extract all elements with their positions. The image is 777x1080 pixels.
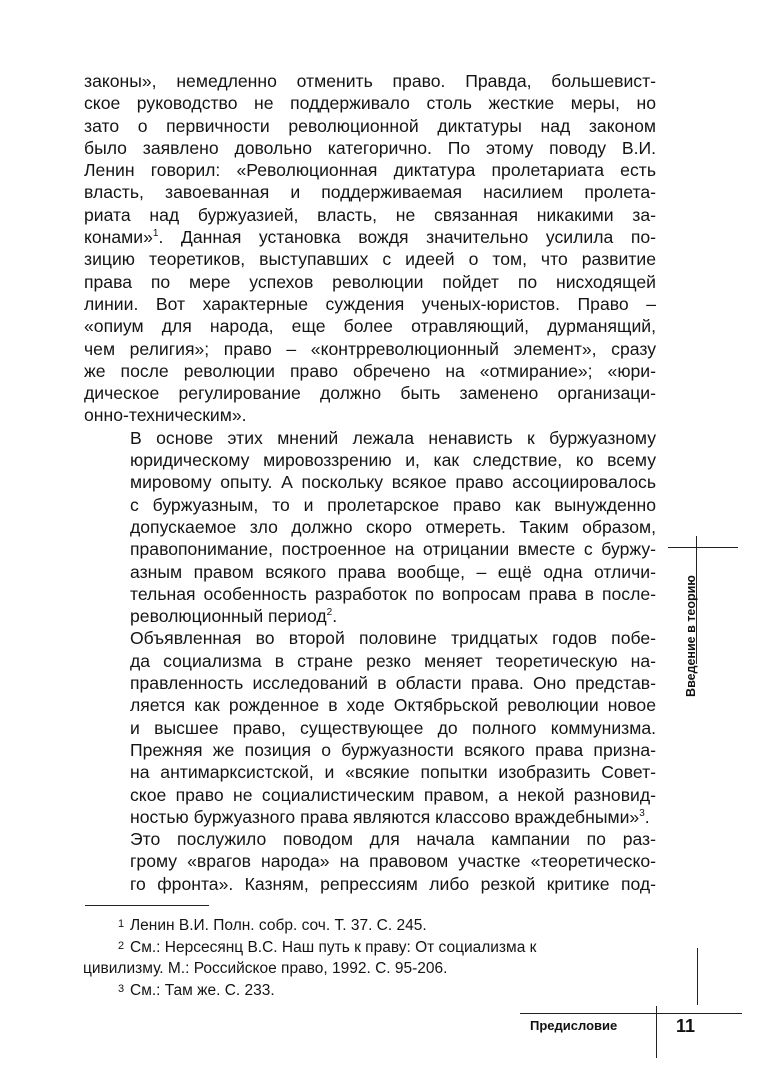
text-line: В основе этих мнений лежала ненависть к буржуазному (130, 427, 656, 448)
text-line-with-ref (84, 605, 656, 627)
text-line: риата над буржуазией, власть, не связанная никакими за- (84, 204, 656, 225)
text-line: линии. Вот характерные суждения ученых-юристов. Право – (84, 293, 656, 314)
text-line: правленность исследований в области права. Оно представ- (130, 673, 656, 694)
text-line-with-ref (84, 226, 656, 248)
footer-vertical-rule-bottom (656, 1006, 657, 1058)
text-line: допускаемое зло должно скоро отмереть. Таким образом, (130, 516, 656, 537)
text-line: Прежняя же позиция о буржуазности всякого права призна- (130, 739, 656, 760)
footnote-ref-1: 1 (152, 228, 159, 240)
text-line: права по мере успехов революции пойдет по нисходящей (84, 271, 656, 292)
paragraph-1 (84, 70, 656, 427)
footnote-1 (118, 914, 658, 936)
text-line: ское право не социалистическим правом, а некой разновид- (130, 784, 656, 805)
text-fragment: конами» (84, 227, 153, 248)
footnote-divider (85, 905, 209, 906)
text-line: онно-техническим». (84, 405, 247, 426)
footnote-ref-3: 3 (639, 807, 645, 819)
text-line: было заявлено довольно категорично. По этому поводу В.И. (84, 137, 656, 158)
footnote-ref-2: 2 (326, 607, 333, 619)
text-fragment: ностью буржуазного права являются классово враждебными» (130, 806, 640, 827)
side-tab-horizontal-rule (668, 547, 738, 548)
text-line: законы», немедленно отменить право. Правда, большевист- (84, 71, 656, 91)
text-line: го фронта». Казням, репрессиям либо резкой критике под- (130, 873, 656, 894)
text-line: с буржуазным, то и пролетарское право как вынужденно (130, 494, 656, 515)
running-footer-section: Предисловие (530, 1018, 618, 1033)
text-line: мировому опыту. А поскольку всякое право ассоциировалось (130, 472, 656, 493)
text-line: Объявленная во второй половине тридцатых годов побе- (130, 628, 656, 649)
footer-horizontal-rule (520, 1013, 742, 1014)
text-line: тельная особенность разработок по вопросам права в после- (130, 583, 656, 604)
text-fragment: революционный период (130, 606, 327, 627)
text-line: власть, завоеванная и поддерживаемая насилием пролета- (84, 182, 656, 203)
text-line: юридическому мировоззрению и, как следствие, ко всему (130, 450, 656, 471)
footnote-text: Ленин В.И. Полн. собр. соч. Т. 37. С. 245. (130, 917, 427, 934)
text-line: грому «врагов народа» на правовом участке «теоретическо- (130, 851, 656, 872)
page-number: 11 (676, 1016, 696, 1036)
paragraph-3 (84, 627, 656, 828)
text-line: правопонимание, построенное на отрицании вместе с буржу- (130, 539, 656, 560)
text-fragment: . (644, 806, 650, 827)
footer-vertical-rule-top (697, 948, 698, 1005)
text-line: на антимарксистской, и «всякие попытки изобразить Совет- (130, 762, 656, 783)
body-text (84, 70, 656, 895)
text-line: Ленин говорил: «Революционная диктатура пролетариата есть (84, 160, 656, 181)
text-line: азным правом всякого права вообще, – ещё одна отличи- (130, 561, 656, 582)
footnote-number: 1 (118, 918, 125, 930)
text-line: же после революции право обречено на «отмирание»; «юри- (84, 360, 656, 381)
footnote-3 (118, 979, 658, 1001)
text-line: «опиум для народа, еще более отравляющий, дурманящий, (84, 316, 656, 337)
text-line: ское руководство не поддерживало столь жесткие меры, но (84, 93, 656, 114)
footnote-text: См.: Там же. С. 233. (130, 982, 275, 999)
footnotes (83, 914, 658, 1001)
text-line: дическое регулирование должно быть заменено организаци- (84, 383, 656, 404)
footnote-number: 3 (118, 983, 125, 995)
text-line: ляется как рожденное в ходе Октябрьской революции новое (130, 695, 656, 716)
footnote-number: 2 (118, 940, 125, 952)
footnote-2-continuation: цивилизму. М.: Российское право, 1992. С. 95-206. (83, 960, 448, 977)
text-fragment: . Данная установка вождя значительно усилила по- (158, 227, 656, 248)
text-line: чем религия»; право – «контрреволюционный элемент», сразу (84, 338, 656, 359)
text-line: и высшее право, существующее до полного коммунизма. (130, 717, 656, 738)
paragraph-4 (84, 828, 656, 895)
section-side-tab: Введение в теорию (684, 575, 698, 697)
text-line: Это послужило поводом для начала кампании по раз- (130, 829, 656, 850)
text-line: зато о первичности революционной диктатуры над законом (84, 115, 656, 136)
paragraph-2 (84, 427, 656, 628)
text-fragment: . (332, 606, 338, 627)
text-line-with-ref (84, 806, 656, 828)
text-line: зицию теоретиков, выступавших с идеей о том, что развитие (84, 249, 656, 270)
footnote-2 (118, 936, 658, 958)
text-line: да социализма в стране резко меняет теоретическую на- (130, 650, 656, 671)
footnote-text: См.: Нерсесянц В.С. Наш путь к праву: От социализма к (130, 939, 537, 956)
